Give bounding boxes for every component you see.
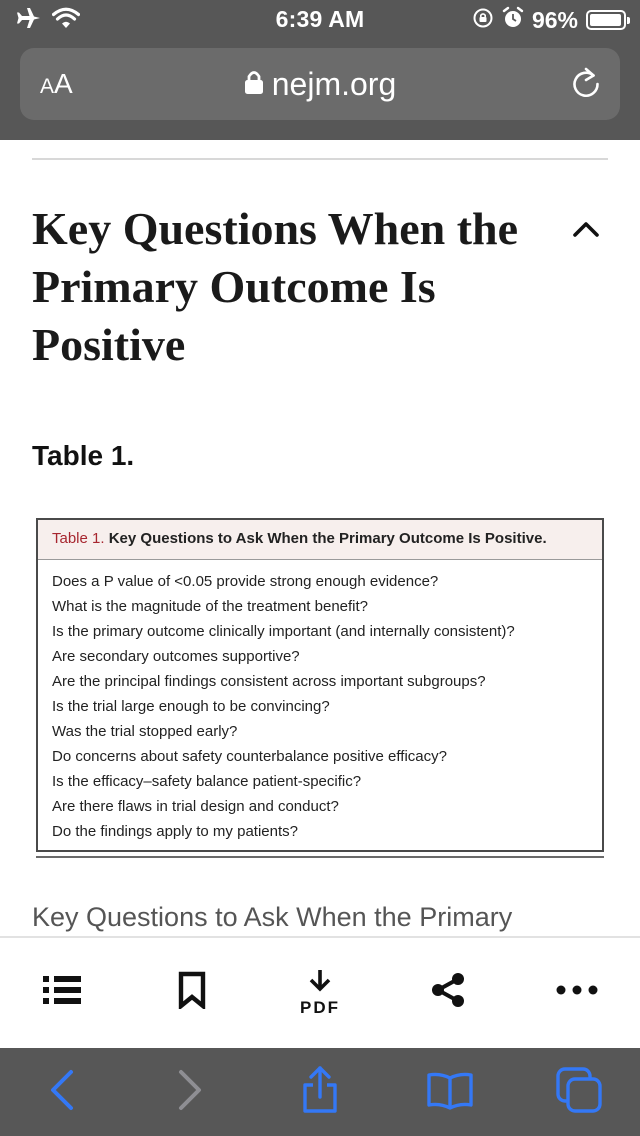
url-text: nejm.org	[271, 66, 397, 102]
table-box	[36, 518, 604, 852]
battery-tip	[627, 17, 630, 24]
table-rows	[38, 560, 602, 844]
figure-caption: Key Questions to Ask When the Primary	[32, 902, 513, 932]
bookmark-button[interactable]	[172, 966, 212, 1018]
share-icon	[298, 1065, 342, 1120]
table-heading: Table 1.	[32, 440, 135, 471]
list-icon	[40, 972, 84, 1013]
table-row: What is the magnitude of the treatment benefit?	[52, 598, 369, 615]
table-caption-text: Key Questions to Ask When the Primary Outcome Is Positive.	[104, 530, 547, 547]
collapse-section-button[interactable]	[566, 214, 606, 244]
section-divider	[32, 158, 608, 160]
table-caption-number: Table 1.	[52, 530, 105, 547]
address-bar[interactable]	[20, 48, 620, 120]
forward-icon	[175, 1068, 205, 1117]
section-title: Key Questions When the Primary Outcome Is Positive	[32, 203, 519, 370]
article-toolbar	[0, 936, 640, 1048]
share-article-button[interactable]	[426, 966, 470, 1018]
table-row: Do concerns about safety counterbalance positive efficacy?	[52, 748, 447, 765]
more-button[interactable]	[552, 966, 602, 1018]
table-row: Do the findings apply to my patients?	[52, 823, 298, 840]
orientation-lock-icon	[472, 7, 494, 34]
table-row: Is the primary outcome clinically important (and internally consistent)?	[52, 623, 515, 640]
text-size-small-a: A	[40, 75, 55, 98]
safari-toolbar	[0, 1048, 640, 1136]
status-right	[472, 6, 626, 34]
tabs-button[interactable]	[554, 1066, 606, 1118]
more-icon	[555, 983, 599, 1002]
reload-button[interactable]	[568, 66, 604, 102]
back-icon	[47, 1068, 77, 1117]
bookmark-icon	[177, 971, 207, 1014]
status-time: 6:39 AM	[275, 6, 365, 32]
browser-chrome	[0, 0, 640, 140]
table-bottom-rule	[36, 856, 604, 858]
share-page-button[interactable]	[294, 1066, 346, 1118]
table-caption	[38, 520, 602, 560]
table-row: Is the efficacy–safety balance patient-specific?	[52, 773, 362, 790]
chevron-up-icon	[566, 231, 606, 248]
back-button[interactable]	[36, 1066, 88, 1118]
status-bar	[0, 0, 640, 40]
table-row: Are there flaws in trial design and conduct?	[52, 798, 339, 815]
battery-percent: 96%	[531, 6, 578, 33]
tabs-icon	[555, 1066, 605, 1119]
pdf-label: PDF	[300, 997, 340, 1017]
table-row: Does a P value of <0.05 provide strong enough evidence?	[52, 573, 439, 590]
battery-icon	[586, 10, 626, 30]
download-pdf-icon	[307, 968, 333, 999]
forward-button[interactable]	[164, 1066, 216, 1118]
download-pdf-button[interactable]	[290, 966, 350, 1018]
table-row: Was the trial stopped early?	[52, 723, 238, 740]
contents-button[interactable]	[38, 966, 86, 1018]
reload-icon	[568, 89, 604, 106]
table-row: Are the principal findings consistent across important subgroups?	[52, 673, 486, 690]
table-image[interactable]	[36, 518, 604, 856]
battery-level	[590, 14, 621, 26]
table-row: Is the trial large enough to be convincing?	[52, 698, 330, 715]
share-icon	[429, 971, 467, 1014]
url-display[interactable]	[20, 65, 620, 103]
bookmarks-button[interactable]	[424, 1066, 476, 1118]
table-row: Are secondary outcomes supportive?	[52, 648, 300, 665]
bookmarks-icon	[425, 1070, 475, 1115]
lock-icon	[244, 69, 264, 100]
alarm-icon	[502, 6, 524, 35]
text-size-large-a: A	[54, 68, 73, 99]
